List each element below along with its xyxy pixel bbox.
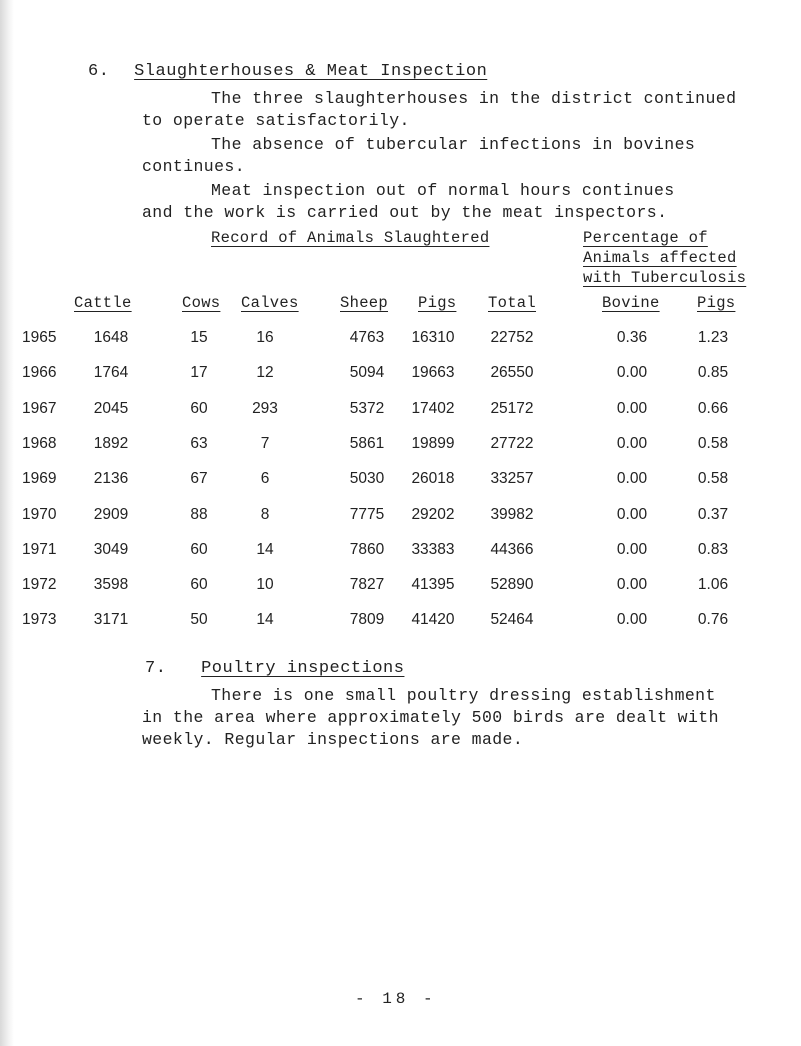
- cell-cows: 67: [190, 470, 208, 487]
- row-year: 1970: [22, 506, 57, 523]
- col-header-cattle: Cattle: [74, 294, 132, 312]
- cell-sheep: 5094: [349, 364, 385, 381]
- cell-pigs: 19663: [411, 364, 455, 381]
- para-1-line-1: The three slaughterhouses in the district continued: [211, 89, 737, 108]
- para-7-line-3: weekly. Regular inspections are made.: [142, 730, 524, 749]
- cell-sheep: 7775: [349, 506, 385, 523]
- cell-pigs: 33383: [411, 541, 455, 558]
- cell-pigs-pct: 0.85: [697, 364, 729, 381]
- cell-cattle: 2136: [93, 470, 129, 487]
- cell-pigs-pct: 1.23: [697, 329, 729, 346]
- cell-total: 52890: [490, 576, 534, 593]
- cell-cows: 63: [190, 435, 208, 452]
- cell-calves: 7: [260, 435, 270, 452]
- cell-bovine-pct: 0.00: [616, 400, 648, 417]
- cell-bovine-pct: 0.36: [616, 329, 648, 346]
- col-header-cows: Cows: [182, 294, 221, 312]
- cell-cattle: 2045: [93, 400, 129, 417]
- page-edge: [0, 0, 14, 1046]
- cell-sheep: 7809: [349, 611, 385, 628]
- row-year: 1965: [22, 329, 57, 346]
- cell-total: 33257: [490, 470, 534, 487]
- cell-calves: 293: [252, 400, 278, 417]
- cell-calves: 14: [256, 611, 274, 628]
- cell-pigs-pct: 0.37: [697, 506, 729, 523]
- cell-total: 22752: [490, 329, 534, 346]
- table-group-header-percentage-3: with Tuberculosis: [583, 269, 747, 287]
- cell-cows: 15: [190, 329, 208, 346]
- cell-pigs-pct: 0.76: [697, 611, 729, 628]
- col-header-total: Total: [488, 294, 537, 312]
- cell-pigs-pct: 0.58: [697, 435, 729, 452]
- cell-pigs: 16310: [411, 329, 455, 346]
- section-6-number: 6.: [88, 62, 110, 81]
- cell-calves: 12: [256, 364, 274, 381]
- section-6-heading: [88, 62, 487, 81]
- row-year: 1973: [22, 611, 57, 628]
- para-7-line-2: in the area where approximately 500 birds are dealt with: [142, 708, 719, 727]
- cell-cattle: 1764: [93, 364, 129, 381]
- cell-cattle: 2909: [93, 506, 129, 523]
- cell-cows: 17: [190, 364, 208, 381]
- cell-cattle: 3171: [93, 611, 129, 628]
- cell-bovine-pct: 0.00: [616, 611, 648, 628]
- table-group-header-percentage-2: Animals affected: [583, 249, 737, 267]
- page-number: - 18 -: [355, 990, 437, 1008]
- cell-sheep: 5861: [349, 435, 385, 452]
- cell-pigs-pct: 0.66: [697, 400, 729, 417]
- row-year: 1969: [22, 470, 57, 487]
- section-6-title: Slaughterhouses & Meat Inspection: [134, 62, 488, 81]
- cell-cows: 88: [190, 506, 208, 523]
- cell-sheep: 5372: [349, 400, 385, 417]
- cell-bovine-pct: 0.00: [616, 541, 648, 558]
- cell-sheep: 7860: [349, 541, 385, 558]
- cell-cattle: 3049: [93, 541, 129, 558]
- cell-cows: 60: [190, 576, 208, 593]
- cell-pigs-pct: 0.58: [697, 470, 729, 487]
- cell-sheep: 5030: [349, 470, 385, 487]
- cell-cattle: 3598: [93, 576, 129, 593]
- cell-pigs: 29202: [411, 506, 455, 523]
- section-7-title: Poultry inspections: [201, 659, 405, 678]
- cell-calves: 6: [260, 470, 270, 487]
- cell-pigs: 19899: [411, 435, 455, 452]
- table-group-header-percentage-1: Percentage of: [583, 229, 708, 247]
- cell-bovine-pct: 0.00: [616, 470, 648, 487]
- cell-sheep: 7827: [349, 576, 385, 593]
- cell-sheep: 4763: [349, 329, 385, 346]
- cell-total: 25172: [490, 400, 534, 417]
- cell-total: 44366: [490, 541, 534, 558]
- cell-pigs: 26018: [411, 470, 455, 487]
- para-2-line-2: continues.: [142, 157, 246, 176]
- cell-total: 52464: [490, 611, 534, 628]
- cell-bovine-pct: 0.00: [616, 576, 648, 593]
- cell-calves: 10: [256, 576, 274, 593]
- para-3-line-1: Meat inspection out of normal hours continues: [211, 181, 675, 200]
- cell-cattle: 1892: [93, 435, 129, 452]
- table-group-header-records: Record of Animals Slaughtered: [211, 229, 490, 247]
- col-header-pigs-pct: Pigs: [697, 294, 736, 312]
- cell-total: 39982: [490, 506, 534, 523]
- cell-bovine-pct: 0.00: [616, 506, 648, 523]
- cell-pigs: 17402: [411, 400, 455, 417]
- cell-calves: 16: [256, 329, 274, 346]
- col-header-bovine: Bovine: [602, 294, 660, 312]
- cell-bovine-pct: 0.00: [616, 364, 648, 381]
- cell-bovine-pct: 0.00: [616, 435, 648, 452]
- row-year: 1967: [22, 400, 57, 417]
- para-7-line-1: There is one small poultry dressing establishment: [211, 686, 716, 705]
- cell-cattle: 1648: [93, 329, 129, 346]
- cell-total: 26550: [490, 364, 534, 381]
- cell-pigs-pct: 0.83: [697, 541, 729, 558]
- col-header-pigs: Pigs: [418, 294, 457, 312]
- cell-pigs: 41395: [411, 576, 455, 593]
- col-header-sheep: Sheep: [340, 294, 389, 312]
- col-header-calves: Calves: [241, 294, 299, 312]
- para-2-line-1: The absence of tubercular infections in bovines: [211, 135, 696, 154]
- cell-pigs-pct: 1.06: [697, 576, 729, 593]
- para-3-line-2: and the work is carried out by the meat inspectors.: [142, 203, 668, 222]
- section-7-heading: [145, 659, 404, 678]
- section-7-number: 7.: [145, 659, 167, 678]
- cell-calves: 14: [256, 541, 274, 558]
- cell-total: 27722: [490, 435, 534, 452]
- cell-cows: 60: [190, 400, 208, 417]
- row-year: 1966: [22, 364, 57, 381]
- row-year: 1968: [22, 435, 57, 452]
- cell-cows: 60: [190, 541, 208, 558]
- cell-calves: 8: [260, 506, 270, 523]
- cell-pigs: 41420: [411, 611, 455, 628]
- para-1-line-2: to operate satisfactorily.: [142, 111, 410, 130]
- row-year: 1971: [22, 541, 57, 558]
- row-year: 1972: [22, 576, 57, 593]
- cell-cows: 50: [190, 611, 208, 628]
